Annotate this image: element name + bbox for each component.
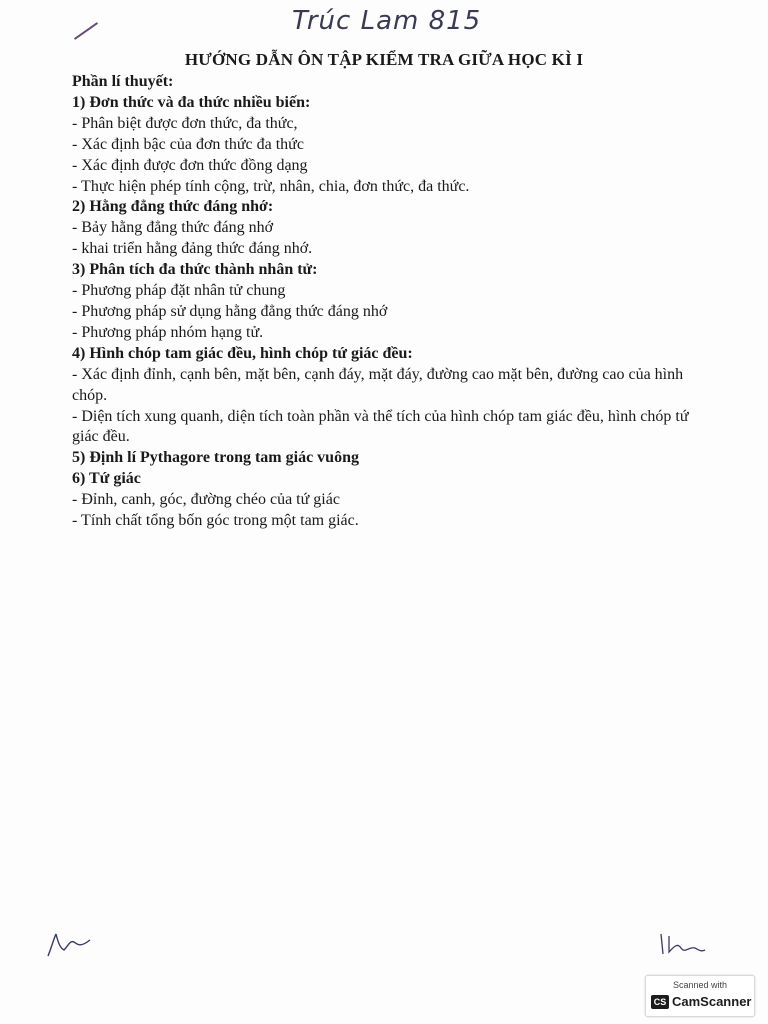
badge-caption: Scanned with [672,980,728,990]
signature-right-icon [655,930,707,960]
camscanner-badge [645,975,755,1017]
list-item: - Thực hiện phép tính cộng, trừ, nhân, chia, đơn thức, đa thức. [72,177,470,195]
list-item: - Phương pháp sử dụng hằng đẳng thức đáng nhớ [72,302,388,320]
handwritten-mark [74,22,98,40]
section-heading: 5) Định lí Pythagore trong tam giác vuông [72,449,359,467]
document-title: HƯỚNG DẪN ÔN TẬP KIỂM TRA GIỮA HỌC KÌ I [184,50,584,69]
section-heading: Phần lí thuyết: [72,73,174,90]
list-item: - Đỉnh, canh, góc, đường chéo của tứ giác [72,491,340,509]
section-heading: 6) Tứ giác [72,470,141,488]
list-item: - Bảy hằng đẳng thức đáng nhớ [72,219,274,237]
handwritten-name: Trúc Lam 815 [292,6,482,36]
signature-left-icon [44,928,94,960]
section-heading: 2) Hằng đẳng thức đáng nhớ: [72,198,274,216]
badge-brand-name: CamScanner [672,994,752,1009]
list-item: - Diện tích xung quanh, diện tích toàn phần và thể tích của hình chóp tam giác đều, hình chóp tứ giác đều. [72,407,689,446]
list-item: - Phương pháp nhóm hạng tử. [72,323,264,341]
section-heading: 1) Đơn thức và đa thức nhiều biến: [72,93,311,111]
list-item: - Xác định đỉnh, cạnh bên, mặt bên, cạnh đáy, mặt đáy, đường cao mặt bên, đường cao của hình chóp. [72,365,684,404]
document-body [72,72,712,532]
camscanner-logo-icon: CS [651,995,669,1009]
list-item: - Xác định bậc của đơn thức đa thức [72,135,304,153]
list-item: - khai triển hằng đảng thức đáng nhớ. [72,240,313,258]
list-item: - Phương pháp đặt nhân tử chung [72,282,286,300]
list-item: - Xác định được đơn thức đồng dạng [72,156,308,174]
section-heading: 4) Hình chóp tam giác đều, hình chóp tứ giác đều: [72,344,413,362]
list-item: - Phân biệt được đơn thức, đa thức, [72,114,298,132]
list-item: - Tính chất tổng bốn góc trong một tam giác. [72,512,359,530]
section-heading: 3) Phân tích đa thức thành nhân tử: [72,261,318,279]
